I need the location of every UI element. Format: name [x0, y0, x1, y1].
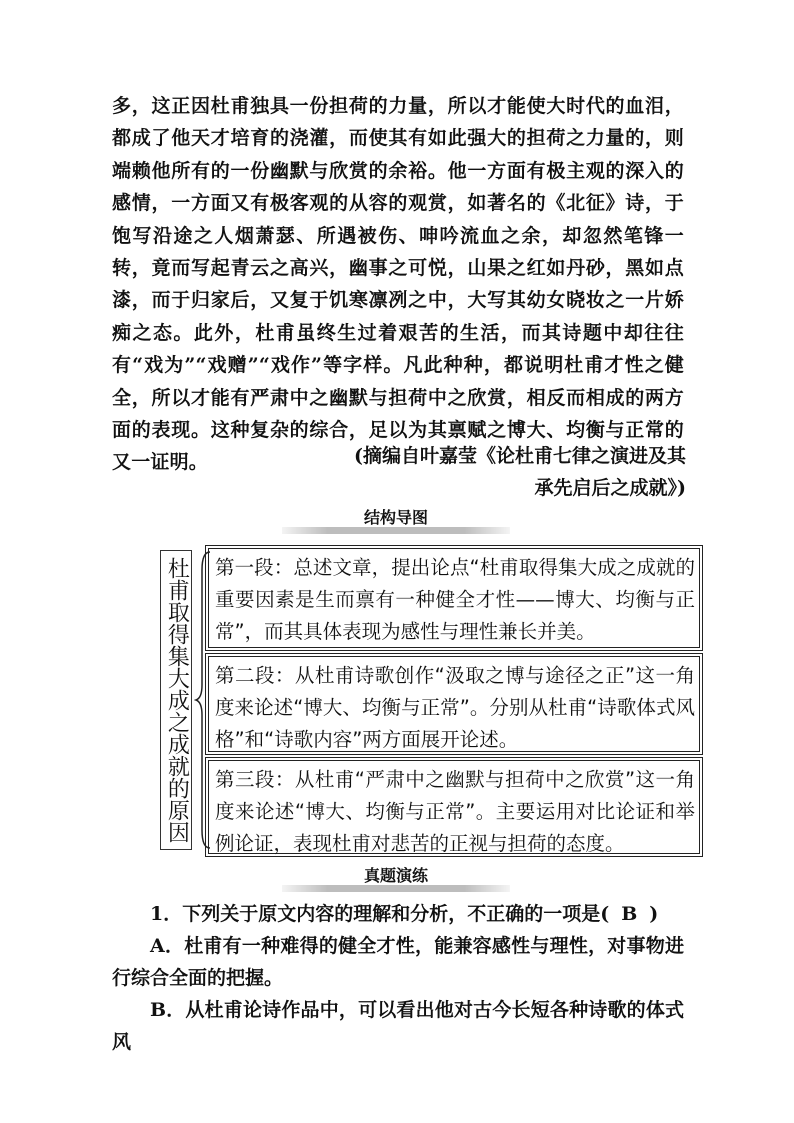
passage-paragraph: 多，这正因杜甫独具一份担荷的力量，所以才能使大时代的血泪，都成了他天才培育的浇灌，而使其有如此强大的担荷之力量的，则端赖他所有的一份幽默与欣赏的余裕。他一方面有极主观的深入的感情，一方面又有极客观的从容的观赏，如著名的《北征》诗，于饱写沿途之人烟萧瑟、所遇被伤、呻吟流血之余，却忽然笔锋一转，竟而写起青云之高兴，幽事之可悦，山果之红如丹砂，黑如点漆，而于归家后，又复于饥寒凛冽之中，大写其幼女晓妆之一片娇痴之态。此外，杜甫虽终生过着艰苦的生活，而其诗题中却往往有“戏为”“戏赠”“戏作”等字样。凡此种种，都说明杜甫才性之健全，所以才能有严肃中之幽默与担荷中之欣赏，相反而相成的两方面的表现。这种复杂的综合，足以为其禀赋之博大、均衡与正常的又一证明。: [112, 95, 684, 474]
source-line-1: (摘编自叶嘉莹《论杜甫七律之演进及其: [354, 445, 686, 467]
question-stem: [150, 898, 684, 930]
banner-bar: [282, 885, 510, 892]
question-answer: B: [621, 903, 638, 925]
question-stem-end: ): [649, 903, 659, 925]
option-a: A．杜甫有一种难得的健全才性，能兼容感性与理性，对事物进行综合全面的把握。: [112, 935, 684, 990]
source-line-2: 承先启后之成就》): [534, 477, 686, 499]
exercise-banner: [282, 866, 510, 892]
structure-banner-title: 结构导图: [363, 508, 428, 527]
banner-bar: [282, 527, 510, 534]
structure-banner: [282, 508, 510, 534]
paragraph-summary-box-3: 第三段：从杜甫“严肃中之幽默与担荷中之欣赏”这一角度来论述“博大、均衡与正常”。主要运用对比论证和举例论证，表现杜甫对悲苦的正视与担荷的态度。: [208, 760, 700, 854]
option-b: B．从杜甫论诗作品中，可以看出他对古今长短各种诗歌的体式风: [112, 999, 684, 1054]
paragraph-summary-box-1: 第一段：总述文章，提出论点“杜甫取得集大成之成就的重要因素是生而禀有一种健全才性——博大、均衡与正常”，而其具体表现为感性与理性兼长并美。: [208, 548, 700, 648]
structure-diagram: [160, 544, 702, 856]
exercise-banner-title: 真题演练: [363, 866, 428, 885]
diagram-vertical-label: 杜甫取得集大成之成就的原因: [160, 550, 192, 850]
source-citation: [326, 440, 686, 504]
question-stem-text: 1．下列关于原文内容的理解和分析，不正确的一项是(: [150, 903, 610, 925]
paragraph-summary-box-2: 第二段：从杜甫诗歌创作“汲取之博与途径之正”这一角度来论述“博大、均衡与正常”。分别从杜甫“诗歌体式风格”和“诗歌内容”两方面展开论述。: [208, 656, 700, 752]
